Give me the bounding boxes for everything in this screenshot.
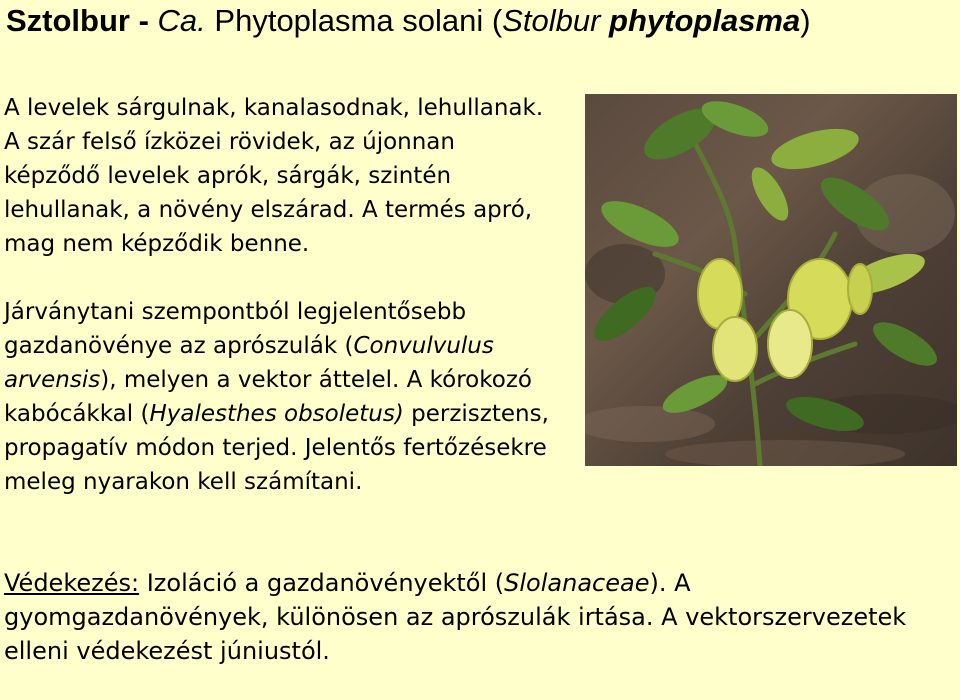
epi-text-1: Járványtani szempontból legjelentősebb gazdanövénye az aprószulák ( — [4, 299, 467, 359]
control-text-1: Izoláció a gazdanövényektől ( — [139, 569, 505, 597]
control-paragraph — [4, 566, 954, 668]
title-phytoplasma: phytoplasma — [609, 3, 801, 38]
title-ca: Ca. — [157, 3, 206, 38]
pepper-plant-photo — [585, 94, 957, 466]
epi-host-species: Convulvulus arvensis — [4, 333, 494, 393]
title-close: ) — [800, 3, 811, 38]
pepper-fruits — [698, 259, 872, 381]
page-title — [6, 2, 811, 40]
title-species: Phytoplasma solani ( — [205, 3, 503, 38]
symptoms-paragraph — [4, 91, 544, 261]
epidemiology-text — [4, 295, 584, 499]
control-family: Slolanaceae — [504, 569, 650, 597]
epi-vector-species: Hyalesthes obsoletus) — [149, 401, 404, 427]
epidemiology-paragraph — [4, 295, 584, 499]
epi-text-3: perzisztens, propagatív módon terjed. Jelentős fertőzésekre meleg nyarakon kell számítani. — [4, 401, 549, 495]
title-sztolbur: Sztolbur - — [6, 3, 158, 38]
control-text-2: ). A gyomgazdanövények, különösen az aprószulák irtása. A vektorszervezetek elleni védekezést júniustól. — [4, 569, 907, 665]
symptoms-text: A levelek sárgulnak, kanalasodnak, lehullanak. A szár felső ízközei rövidek, az újonnan képződő levelek aprók, sárgák, szintén lehullanak, a növény elszárad. A termés apró, mag nem képződik benne. — [4, 95, 544, 257]
pepper-plant-illustration — [585, 94, 957, 466]
control-text — [4, 566, 954, 668]
control-label: Védekezés: — [4, 569, 140, 597]
epi-text-2: ), melyen a vektor áttelel. A kórokozó kabócákkal ( — [4, 367, 532, 427]
title-stolbur: Stolbur — [502, 3, 601, 38]
title-space — [600, 3, 609, 38]
